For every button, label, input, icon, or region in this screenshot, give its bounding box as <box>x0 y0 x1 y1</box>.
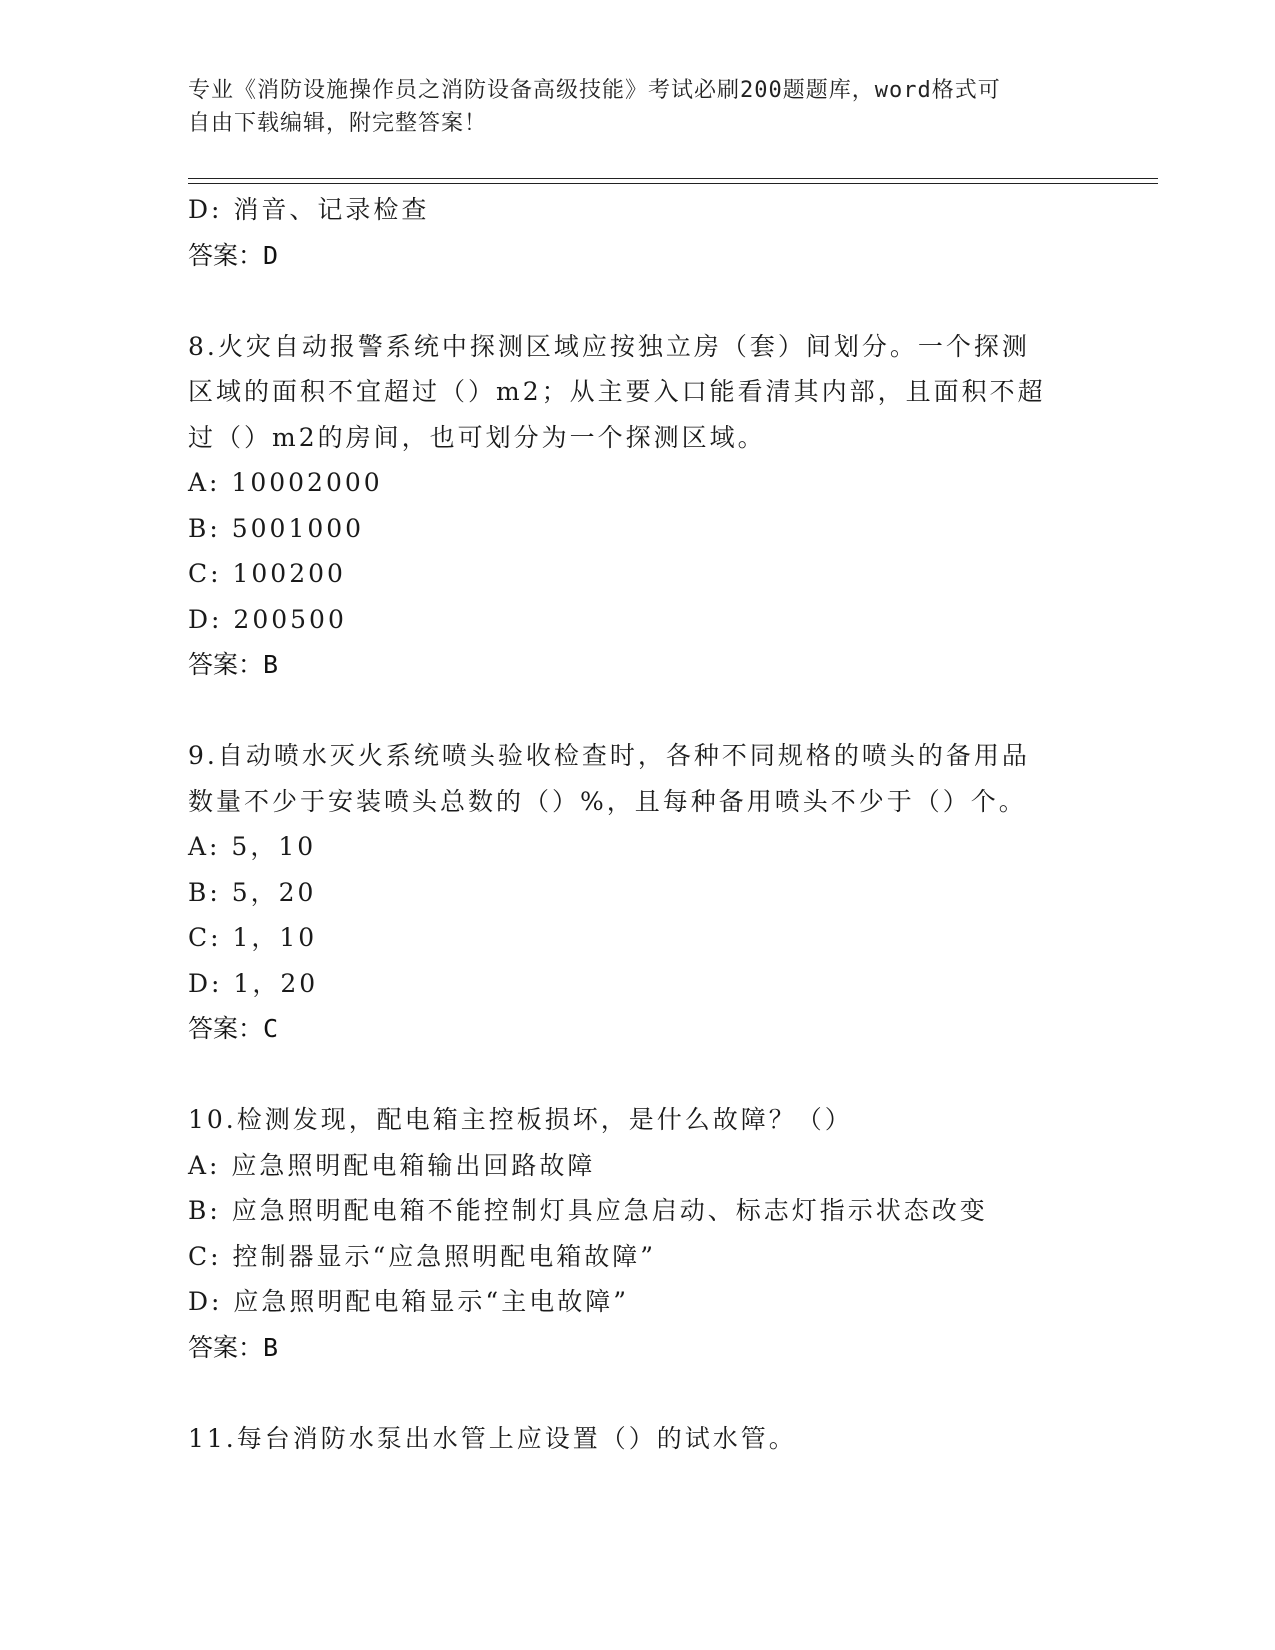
answer-label: 答案：B <box>188 1332 279 1362</box>
question-stem-line: 过（）m2的房间，也可划分为一个探测区域。 <box>188 422 766 452</box>
answer-label: 答案：C <box>188 1014 279 1043</box>
spacer <box>188 1370 1068 1416</box>
header-divider-top <box>188 178 1158 179</box>
question-stem-line: 9.自动喷水灭火系统喷头验收检查时，各种不同规格的喷头的备用品 <box>188 741 1030 770</box>
question-stem-line: 8.火灾自动报警系统中探测区域应按独立房（套）间划分。一个探测 <box>188 331 1030 361</box>
option-d: D: 200500 <box>188 604 347 634</box>
document-header <box>188 74 1068 140</box>
option-d: D: 消音、记录检查 <box>188 195 430 224</box>
question-stem-line: 数量不少于安装喷头总数的（）%，且每种备用喷头不少于（）个。 <box>188 786 1027 816</box>
option-b: B: 5001000 <box>188 513 365 543</box>
option-a: A: 5，10 <box>188 832 317 861</box>
question-7-tail <box>188 187 1068 278</box>
question-stem-line: 区域的面积不宜超过（）m2；从主要入口能看清其内部，且面积不超 <box>188 377 1046 406</box>
question-list <box>188 187 1068 1461</box>
option-a: A: 10002000 <box>188 468 383 497</box>
header-title-line-2: 自由下载编辑，附完整答案！ <box>188 111 488 136</box>
question-10 <box>188 1097 1068 1370</box>
answer-label: 答案：B <box>188 650 279 679</box>
option-d: D: 应急照明配电箱显示“主电故障” <box>188 1287 629 1316</box>
question-stem-line: 10.检测发现，配电箱主控板损坏，是什么故障？（） <box>188 1105 853 1134</box>
question-stem-line: 11.每台消防水泵出水管上应设置（）的试水管。 <box>188 1423 797 1453</box>
question-8 <box>188 324 1068 688</box>
header-divider-bottom <box>188 183 1158 184</box>
question-11 <box>188 1416 1068 1462</box>
option-a: A: 应急照明配电箱输出回路故障 <box>188 1150 596 1180</box>
spacer <box>188 278 1068 324</box>
spacer <box>188 688 1068 734</box>
option-b: B: 5，20 <box>188 877 317 907</box>
header-title-line-1: 专业《消防设施操作员之消防设备高级技能》考试必刷200题题库，word格式可 <box>188 78 1001 103</box>
spacer <box>188 1052 1068 1098</box>
option-d: D: 1，20 <box>188 968 319 998</box>
option-c: C: 100200 <box>188 559 346 588</box>
answer-label: 答案：D <box>188 240 279 270</box>
option-c: C: 1，10 <box>188 923 318 952</box>
option-b: B: 应急照明配电箱不能控制灯具应急启动、标志灯指示状态改变 <box>188 1196 988 1225</box>
option-c: C: 控制器显示“应急照明配电箱故障” <box>188 1241 657 1271</box>
question-9 <box>188 733 1068 1052</box>
